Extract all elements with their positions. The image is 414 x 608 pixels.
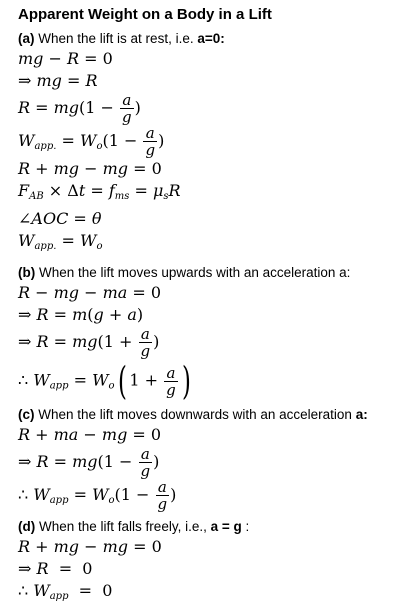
equation-a7: ∠AOC = θ xyxy=(18,209,102,228)
equation-c1: R + ma − mg = 0 xyxy=(18,425,162,444)
equation-b2: ⇒ R = m(g + a) xyxy=(18,305,144,324)
page-title: Apparent Weight on a Body in a Lift xyxy=(18,6,272,23)
section-c xyxy=(18,406,414,512)
equation-a6: $F_{AB} \times \Delta t = f_{ms} = \mu_sR$ xyxy=(18,181,181,202)
section-b-label: (b) xyxy=(18,265,36,280)
section-d-tail: : xyxy=(245,519,250,534)
section-a-label: (a) xyxy=(18,31,35,46)
equation-c2: ⇒ R = mg(1 − $\frac{a}{g}$ ) xyxy=(18,445,160,480)
equation-d3: ∴ $W_{app} = 0$ xyxy=(18,581,113,602)
equation-c3: ∴ $W_{app} = W_o(1$ − $\frac{a}{g}$ ) xyxy=(18,478,177,513)
section-d-label: (d) xyxy=(18,519,36,534)
equation-b1: R − mg − ma = 0 xyxy=(18,283,162,302)
equation-b4: ∴ $W_{app} = W_o$( 1 + $\frac{a}{g}$ ) xyxy=(18,359,191,403)
section-d-text: When the lift falls freely, i.e., xyxy=(39,519,207,534)
section-a xyxy=(18,30,414,258)
equation-a1: mg − R = 0 xyxy=(18,49,113,68)
section-c-condition: a: xyxy=(355,407,368,422)
section-a-heading xyxy=(18,30,414,48)
section-a-condition: a=0: xyxy=(197,31,225,46)
section-b-text: When the lift moves upwards with an acceleration a: xyxy=(39,265,351,280)
fraction: $\frac{a}{g}$ xyxy=(140,445,151,480)
equation-b3: ⇒ R = mg(1 + $\frac{a}{g}$ ) xyxy=(18,325,160,360)
fraction: $\frac{a}{g}$ xyxy=(157,478,168,513)
equation-a5: R + mg − mg = 0 xyxy=(18,159,162,178)
section-c-text: When the lift moves downwards with an acceleration xyxy=(38,407,352,422)
fraction: $\frac{a}{g}$ xyxy=(122,91,132,126)
fraction: $\frac{a}{g}$ xyxy=(145,124,156,159)
equation-a2: ⇒ mg = R xyxy=(18,71,98,90)
section-b-heading xyxy=(18,264,414,282)
section-d-heading xyxy=(18,518,414,536)
section-b xyxy=(18,264,414,403)
equation-d1: R + mg − mg = 0 xyxy=(18,537,162,556)
section-a-text: When the lift is at rest, i.e. xyxy=(38,31,194,46)
fraction: $\frac{a}{g}$ xyxy=(166,363,176,399)
section-d xyxy=(18,518,414,608)
fraction: $\frac{a}{g}$ xyxy=(140,325,151,360)
section-d-condition: a = g xyxy=(210,519,242,534)
equation-a3: R = mg(1 − $\frac{a}{g}$ ) xyxy=(18,91,141,126)
section-c-label: (c) xyxy=(18,407,35,422)
equation-a8: $W_{app.} = W_o$ xyxy=(18,231,103,252)
equation-d2: ⇒ R = 0 xyxy=(18,559,93,578)
section-c-heading xyxy=(18,406,414,424)
equation-a4: $W_{app.} = W_o(1$ − $\frac{a}{g}$ ) xyxy=(18,124,165,159)
